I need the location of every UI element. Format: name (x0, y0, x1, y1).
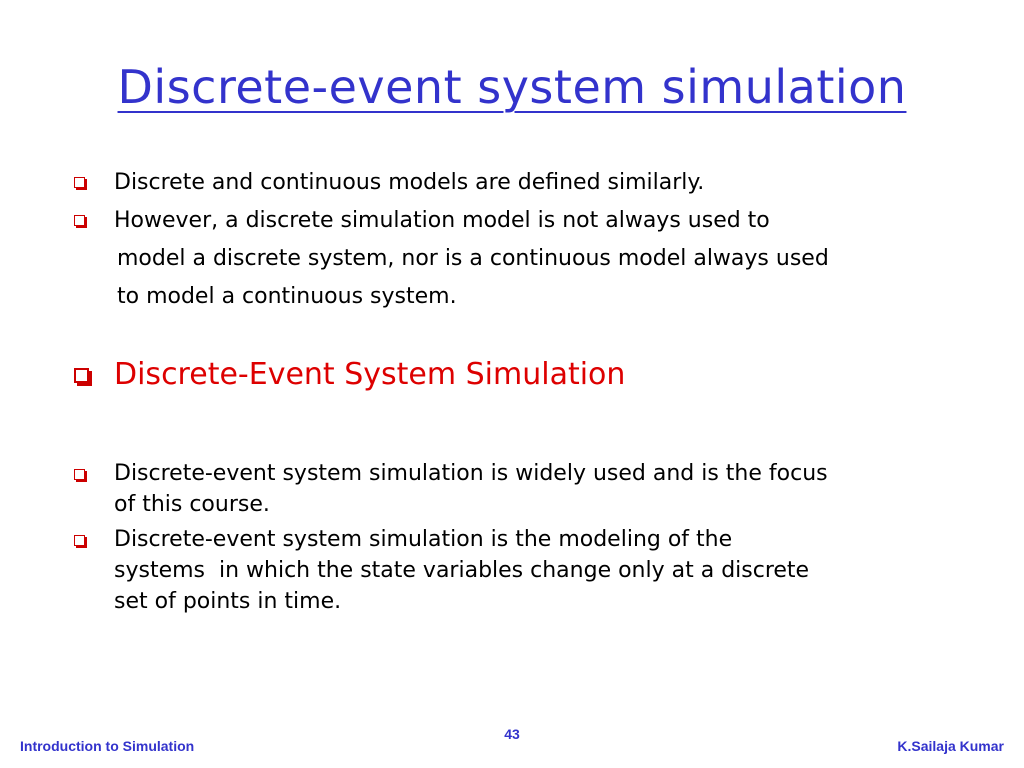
footer-page-number: 43 (504, 726, 520, 742)
bullet-text-continuation: to model a continuous system. (117, 284, 457, 309)
section-heading: Discrete-Event System Simulation (114, 357, 626, 392)
list-item (74, 458, 974, 520)
checkbox-bullet-icon (74, 215, 85, 226)
bullet-text: Discrete and continuous models are defined similarly. (114, 170, 705, 195)
checkbox-bullet-icon (74, 469, 85, 480)
bullet-text-continuation: model a discrete system, nor is a continuous model always used (117, 246, 829, 271)
bullet-text: Discrete-event system simulation is widely used and is the focus of this course. (114, 461, 828, 517)
bullet-list-intro (74, 164, 974, 316)
list-item (74, 353, 974, 397)
checkbox-bullet-icon (74, 177, 85, 188)
footer-course-title: Introduction to Simulation (20, 738, 195, 754)
list-item (74, 524, 974, 617)
checkbox-bullet-icon (74, 368, 89, 383)
bullet-text: Discrete-event system simulation is the modeling of the systems in which the state variables change only at a discrete set of points in time. (114, 527, 810, 614)
footer-author: K.Sailaja Kumar (897, 738, 1004, 754)
list-item (74, 202, 974, 240)
slide-title: Discrete-event system simulation (117, 60, 907, 114)
bullet-list-detail (74, 458, 974, 621)
checkbox-bullet-icon (74, 535, 85, 546)
list-item (74, 164, 974, 202)
bullet-text: However, a discrete simulation model is not always used to (114, 208, 770, 233)
heading-bullet (74, 353, 974, 397)
